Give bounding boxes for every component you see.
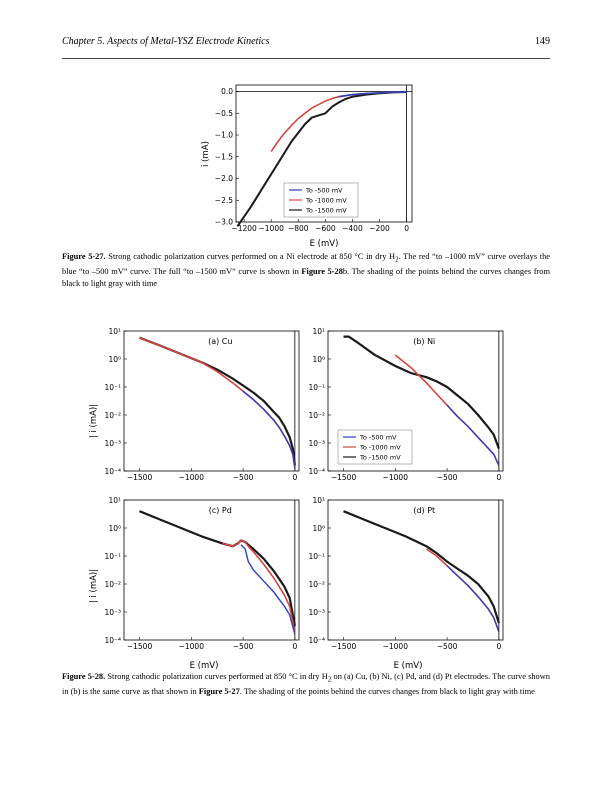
fig27-xtick-label: −200 <box>369 224 390 233</box>
fig28-ytick-label: 10¹ <box>312 327 325 336</box>
fig28-legend-500: To -500 mV <box>360 433 397 442</box>
fig28-ytick-label: 10⁻⁴ <box>104 636 121 645</box>
fig27-ytick-label: −1.0 <box>214 130 233 140</box>
fig28-panel-label: (a) Cu <box>208 337 233 346</box>
fig28-caption-text-2: on (a) Cu, (b) Ni, (c) Pd, and (d) Pt electrodes. The curve shown in (b) is the same curve as that shown in <box>62 672 550 697</box>
fig28-panel-a <box>104 327 299 482</box>
fig28-caption-ref: Figure 5-27 <box>198 687 240 697</box>
fig28-ytick-label: 10⁻¹ <box>308 383 325 392</box>
fig28-panel-frame <box>124 331 299 471</box>
page-header <box>62 36 550 52</box>
fig28-xtick-label: −1000 <box>178 642 204 651</box>
fig28-ylabel-top: | i (mA)| <box>89 403 99 439</box>
fig28-ytick-label: 10⁻² <box>104 580 121 589</box>
fig28-xtick-label: −1500 <box>330 473 357 482</box>
fig28-ytick-label: 10⁻¹ <box>104 552 121 561</box>
fig27-xtick-label: −1000 <box>258 224 284 233</box>
figure-5-28-caption <box>62 671 550 698</box>
fig28-caption-text-3: . The shading of the points behind the curves changes from black to light gray with time <box>239 687 535 697</box>
fig27-xtick-label: −1200 <box>231 224 257 233</box>
fig28-ytick-label: 10⁻³ <box>308 439 325 448</box>
fig28-xtick-label: 0 <box>292 473 298 482</box>
fig28-panel-label: (d) Pt <box>413 506 436 515</box>
fig28-ytick-label: 10¹ <box>312 496 325 505</box>
fig28-legend-1500: To -1500 mV <box>360 453 401 462</box>
fig27-xtick-label: −400 <box>342 224 363 233</box>
fig28-ylabel-bottom: | i (mA)| <box>89 568 99 604</box>
fig28-panel-d <box>308 496 503 651</box>
fig27-caption-ref: Figure 5-28 <box>301 267 343 277</box>
fig27-caption-text-2: . The red “to –1000 mV” curve overlays the blue “to –500 mV” curve. The full “to –1500 mV” curve is shown in <box>62 252 550 277</box>
fig27-legend-1000: To -1000 mV <box>306 196 347 205</box>
fig28-xtick-label: −500 <box>232 642 254 651</box>
fig27-xlabel: E (mV) <box>309 239 339 249</box>
fig28-xtick-label: −1000 <box>178 473 204 482</box>
fig28-ytick-label: 10⁰ <box>108 355 121 364</box>
fig28-ytick-label: 10⁻¹ <box>104 383 121 392</box>
fig28-ytick-label: 10⁻² <box>308 411 325 420</box>
fig28-xtick-label: −500 <box>436 473 458 482</box>
fig28-xtick-label: 0 <box>496 473 502 482</box>
fig27-xtick-label: −600 <box>315 224 336 233</box>
fig28-ytick-label: 10⁰ <box>108 524 121 533</box>
fig28-ytick-label: 10⁰ <box>312 355 325 364</box>
figure-5-27-caption <box>62 251 550 291</box>
fig28-xtick-label: −500 <box>232 473 254 482</box>
fig28-xtick-label: −1500 <box>126 642 153 651</box>
fig28-ytick-label: 10⁻⁴ <box>308 467 325 476</box>
fig27-legend-500: To -500 mV <box>306 186 343 195</box>
fig28-caption-label: Figure 5-28. <box>62 672 106 681</box>
fig28-caption-sub: 2 <box>327 675 332 684</box>
fig28-ytick-label: 10⁻³ <box>104 608 121 617</box>
fig28-xtick-label: −1000 <box>382 642 408 651</box>
fig28-xtick-label: 0 <box>496 642 502 651</box>
fig27-caption-text-1: Strong cathodic polarization curves performed on a Ni electrode at 850 °C in dry H <box>105 252 396 261</box>
fig27-ytick-label: −3.0 <box>214 217 233 227</box>
fig28-panel-label: (c) Pd <box>208 506 232 515</box>
fig28-panel-label: (b) Ni <box>413 337 436 346</box>
fig28-ytick-label: 10⁰ <box>312 524 325 533</box>
fig27-caption-text-3: b. The shading of the points behind the curves changes from black to light gray with time <box>62 267 550 289</box>
fig28-legend-1000: To -1000 mV <box>360 443 401 452</box>
fig27-ytick-label: −1.5 <box>214 152 233 162</box>
fig28-ytick-label: 10⁻² <box>104 411 121 420</box>
fig28-xtick-label: −1500 <box>330 642 357 651</box>
figure-5-27-chart <box>196 82 416 252</box>
fig27-caption-sub: 2 <box>395 255 399 264</box>
header-rule <box>62 58 550 59</box>
fig27-ytick-label: −0.5 <box>214 108 233 118</box>
page-number: 149 <box>535 36 550 47</box>
fig28-legend <box>338 430 412 464</box>
fig28-ytick-label: 10⁻² <box>308 580 325 589</box>
fig27-legend-1500: To -1500 mV <box>306 206 347 215</box>
fig28-caption-text-1: Strong cathodic polarization curves performed at 850 °C in dry H <box>105 672 328 681</box>
fig27-ytick-label: −2.5 <box>214 195 233 205</box>
fig27-xtick-label: −800 <box>287 224 309 233</box>
fig28-ytick-label: 10⁻⁴ <box>104 467 121 476</box>
fig27-caption-label: Figure 5-27. <box>62 252 106 261</box>
fig27-ylabel: i (mA) <box>201 141 211 167</box>
figure-5-28-chart <box>84 326 504 672</box>
fig28-ytick-label: 10⁻³ <box>104 439 121 448</box>
fig28-panel-frame <box>328 500 503 640</box>
fig28-ytick-label: 10⁻³ <box>308 608 325 617</box>
fig27-ytick-label: −2.0 <box>214 174 233 184</box>
fig28-ytick-label: 10⁻¹ <box>308 552 325 561</box>
fig28-xtick-label: −1500 <box>126 473 153 482</box>
fig28-xlabel-left: E (mV) <box>189 661 219 671</box>
fig28-xtick-label: −1000 <box>382 473 408 482</box>
fig28-ytick-label: 10¹ <box>108 327 121 336</box>
fig27-ytick-label: 0.0 <box>221 87 233 97</box>
fig28-xtick-label: −500 <box>436 642 458 651</box>
chapter-title: Chapter 5. Aspects of Metal-YSZ Electrode Kinetics <box>62 36 270 47</box>
fig27-legend <box>284 183 358 217</box>
fig28-panel-c <box>104 496 299 651</box>
fig27-xtick-label: 0 <box>404 224 409 233</box>
fig28-ytick-label: 10¹ <box>108 496 121 505</box>
fig28-xlabel-right: E (mV) <box>393 661 423 671</box>
fig28-ytick-label: 10⁻⁴ <box>308 636 325 645</box>
fig28-xtick-label: 0 <box>292 642 298 651</box>
